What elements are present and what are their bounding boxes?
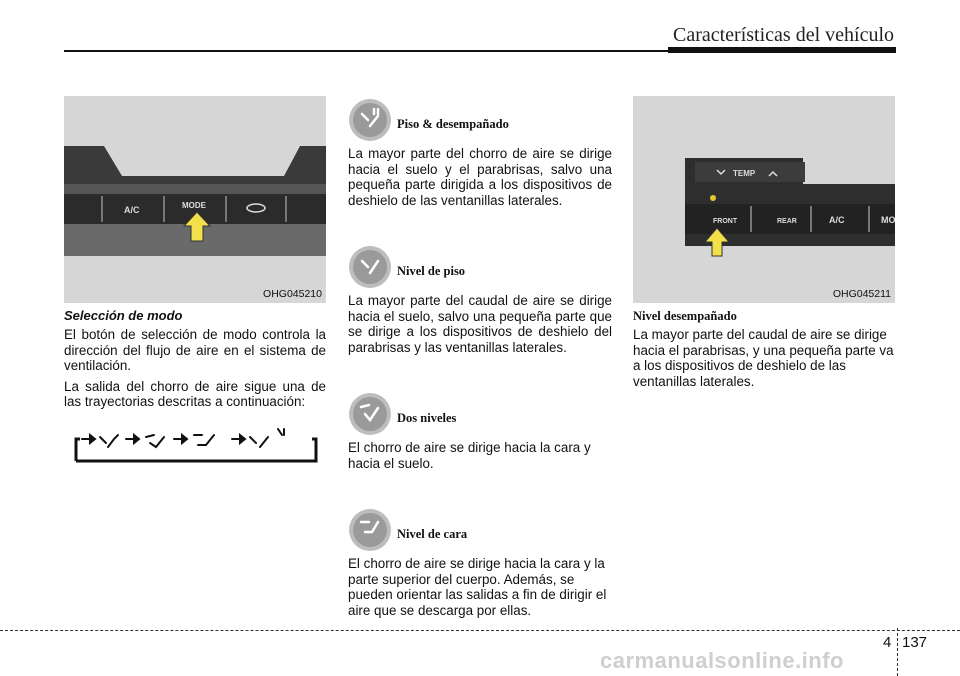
- header-rule-thick: [668, 47, 896, 53]
- mode-title: Dos niveles: [397, 410, 457, 425]
- chapter-number: 4: [883, 634, 892, 651]
- column-middle: [348, 96, 612, 623]
- mode-title: Piso & desempañado: [397, 116, 509, 131]
- paragraph: El chorro de aire se dirige hacia la cara y hacia el suelo.: [348, 440, 591, 471]
- mode-sequence-diagram: [64, 425, 326, 465]
- mode-title: Nivel de piso: [397, 263, 466, 278]
- front-label: FRONT: [713, 218, 738, 225]
- mode-item: [348, 245, 612, 289]
- section-heading: Selección de modo: [64, 308, 183, 323]
- paragraph: El chorro de aire se dirige hacia la cara y la parte superior del cuerpo. Además, se pueden orientar las salidas a fin de dirigir el aire que se descarga por ellas.: [348, 556, 607, 618]
- defrost-button-figure: [633, 96, 895, 303]
- column-right: [633, 96, 895, 394]
- floor-defrost-mode-icon: [348, 98, 392, 142]
- mode-item: [348, 392, 612, 436]
- section-header-title: Características del vehículo: [672, 24, 894, 46]
- footer-rule: [0, 630, 960, 631]
- temp-label: TEMP: [733, 169, 756, 178]
- figure-code: OHG045210: [263, 288, 322, 300]
- watermark: carmanualsonline.info: [600, 648, 844, 673]
- header-rule: [64, 50, 668, 52]
- mode-button-figure: [64, 96, 326, 303]
- floor-level-mode-icon: [348, 245, 392, 289]
- ac-label: A/C: [829, 215, 845, 225]
- ac-label: A/C: [124, 205, 140, 215]
- mode-item: [348, 98, 612, 142]
- rear-label: REAR: [777, 218, 797, 225]
- page-divider: [897, 628, 898, 676]
- mo-label: MO: [881, 215, 895, 225]
- figure-code: OHG045211: [832, 288, 891, 300]
- mode-title: Nivel de cara: [397, 526, 468, 541]
- bi-level-mode-icon: [348, 392, 392, 436]
- section-heading: Nivel desempañado: [633, 309, 737, 323]
- mode-panel-illustration: [64, 96, 326, 303]
- mode-item: [348, 508, 612, 552]
- paragraph: La salida del chorro de aire sigue una de las trayectorias descritas a continuación:: [64, 378, 326, 409]
- mode-label: MODE: [182, 201, 206, 210]
- paragraph: La mayor parte del chorro de aire se dirige hacia el suelo y el parabrisas, salvo una pequeña parte dirigida a los dispositivos de deshielo de las ventanillas laterales.: [348, 146, 612, 208]
- face-level-mode-icon: [348, 508, 392, 552]
- paragraph: El botón de selección de modo controla la dirección del flujo de aire en el sistema de ventilación.: [64, 327, 326, 373]
- column-left: [64, 96, 326, 470]
- paragraph: La mayor parte del caudal de aire se dirige hacia el parabrisas, y una pequeña parte va a los dispositivos de deshielo de las ventanillas laterales.: [633, 327, 894, 389]
- defrost-panel-illustration: [633, 96, 895, 303]
- paragraph: La mayor parte del caudal de aire se dirige hacia el suelo, salvo una pequeña parte que se dirige a los dispositivos de deshielo del parabrisas y las ventanillas laterales.: [348, 293, 612, 355]
- page-number: 137: [902, 634, 928, 651]
